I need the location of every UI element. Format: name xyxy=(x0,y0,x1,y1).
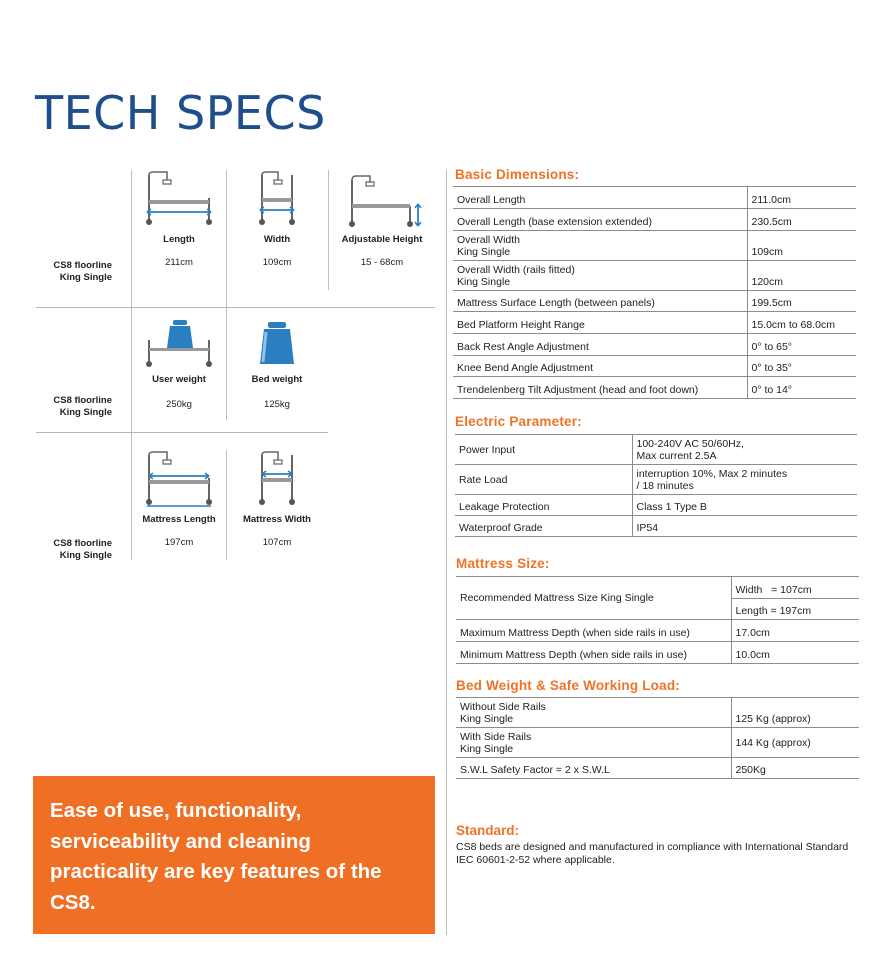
section-title-standard: Standard: xyxy=(456,823,520,838)
table-row: Maximum Mattress Depth (when side rails in use) 17.0cm xyxy=(456,620,859,642)
divider xyxy=(36,307,435,308)
table-row: Mattress Surface Length (between panels) 199.5cm xyxy=(453,291,856,312)
divider xyxy=(36,432,328,433)
spec-label: Adjustable Height xyxy=(341,234,423,245)
bed-weight-table xyxy=(456,697,859,779)
row-label: CS8 floorline King Single xyxy=(53,260,112,283)
spec-label: Mattress Length xyxy=(142,514,216,525)
table-row: Overall Width King Single 109cm xyxy=(453,231,856,261)
spec-value: 15 - 68cm xyxy=(360,257,404,268)
standard-text: CS8 beds are designed and manufactured in compliance with International Standard IEC 60601-2-52 where applicable. xyxy=(456,841,849,866)
table-row: Length = 197cm xyxy=(456,599,859,620)
spec-value: 107cm xyxy=(262,537,292,548)
bed-weight-icon xyxy=(252,318,302,368)
table-row: With Side Rails King Single 144 Kg (approx) xyxy=(456,728,859,758)
spec-length xyxy=(136,170,222,268)
spec-label: Mattress Width xyxy=(242,514,311,525)
divider xyxy=(446,170,447,935)
mattress-width-icon xyxy=(252,450,302,508)
spec-bed-weight xyxy=(231,318,323,410)
spec-value: 211cm xyxy=(165,257,193,268)
bed-width-icon xyxy=(252,170,302,228)
table-row: Power Input 100-240V AC 50/60Hz, Max current 2.5A xyxy=(455,435,857,465)
bed-length-icon xyxy=(141,170,217,228)
mattress-size-table xyxy=(456,576,859,664)
feature-callout-text: Ease of use, functionality, serviceability and cleaning practicality are key features of the CS8. xyxy=(50,799,382,914)
table-row: Bed Platform Height Range 15.0cm to 68.0cm xyxy=(453,312,856,334)
table-row: Recommended Mattress Size King Single Width = 107cm xyxy=(456,577,859,599)
divider xyxy=(226,170,227,420)
spec-adjustable-height xyxy=(332,170,432,268)
row-label: CS8 floorline King Single xyxy=(53,395,112,418)
table-row: Back Rest Angle Adjustment 0° to 65° xyxy=(453,334,856,356)
spec-value: 125kg xyxy=(264,399,290,410)
table-row: Knee Bend Angle Adjustment 0° to 35° xyxy=(453,356,856,377)
table-row: Overall Length 211.0cm xyxy=(453,187,856,209)
section-title-mattress: Mattress Size: xyxy=(456,556,550,571)
table-row: Trendelenberg Tilt Adjustment (head and foot down) 0° to 14° xyxy=(453,377,856,399)
section-title-basic: Basic Dimensions: xyxy=(455,167,580,182)
divider xyxy=(226,450,227,560)
section-title-electric: Electric Parameter: xyxy=(455,414,582,429)
divider xyxy=(328,170,329,290)
table-row: Minimum Mattress Depth (when side rails in use) 10.0cm xyxy=(456,642,859,664)
section-title-weight: Bed Weight & Safe Working Load: xyxy=(456,678,680,693)
row-label: CS8 floorline King Single xyxy=(53,538,112,561)
spec-user-weight xyxy=(136,318,222,410)
spec-value: 197cm xyxy=(164,537,194,548)
spec-value: 250kg xyxy=(166,399,192,410)
table-row: Overall Width (rails fitted) King Single 120cm xyxy=(453,261,856,291)
table-row: Without Side Rails King Single 125 Kg (approx) xyxy=(456,698,859,728)
table-row: S.W.L Safety Factor = 2 x S.W.L 250Kg xyxy=(456,758,859,779)
spec-value: 109cm xyxy=(262,257,292,268)
spec-label: Width xyxy=(263,234,291,245)
user-weight-icon xyxy=(141,318,217,368)
table-row: Leakage Protection Class 1 Type B xyxy=(455,495,857,516)
basic-dimensions-table xyxy=(453,186,856,399)
table-row: Waterproof Grade IP54 xyxy=(455,516,857,537)
spec-label: Length xyxy=(163,234,195,245)
spec-label: Bed weight xyxy=(251,374,303,385)
table-row: Rate Load interruption 10%, Max 2 minutes / 18 minutes xyxy=(455,465,857,495)
adjustable-height-icon xyxy=(340,170,424,228)
spec-width xyxy=(231,170,323,268)
mattress-length-icon xyxy=(141,450,217,508)
spec-mattress-length xyxy=(136,450,222,548)
divider xyxy=(131,170,132,560)
page-title: TECH SPECS xyxy=(35,86,326,140)
spec-mattress-width xyxy=(231,450,323,548)
table-row: Overall Length (base extension extended) 230.5cm xyxy=(453,209,856,231)
electric-parameter-table xyxy=(455,434,857,537)
spec-label: User weight xyxy=(152,374,206,385)
